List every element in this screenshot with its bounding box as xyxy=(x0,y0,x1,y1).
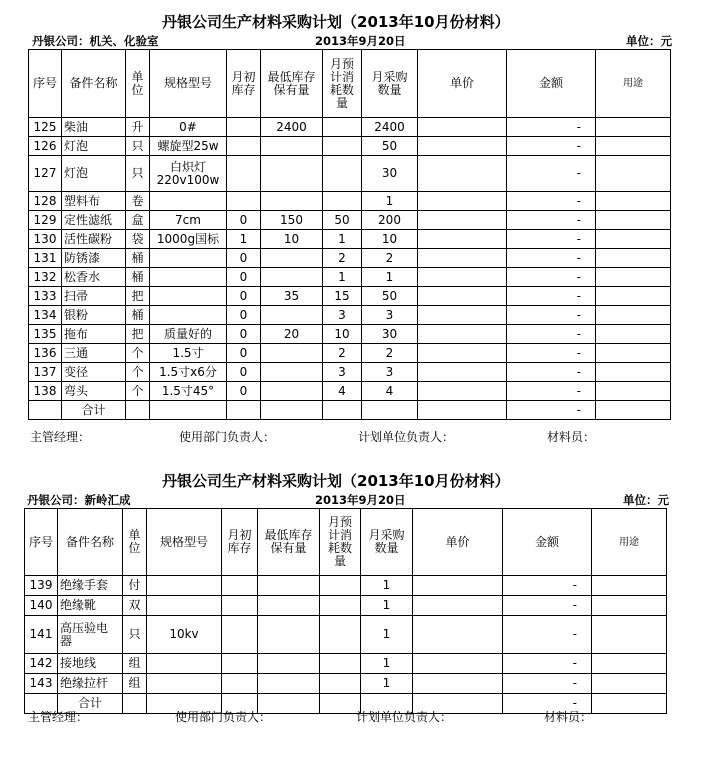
total-empty-cell xyxy=(596,401,671,420)
cell-name[interactable]: 防锈漆 xyxy=(62,249,126,268)
header-spec: 规格型号 xyxy=(147,509,222,576)
cell-purchase-qty[interactable]: 1 xyxy=(362,268,418,287)
cell-opening-stock[interactable]: 0 xyxy=(227,211,261,230)
cell-opening-stock[interactable] xyxy=(227,156,261,192)
cell-amount[interactable]: - xyxy=(503,596,592,616)
cell-min-stock[interactable] xyxy=(258,596,320,616)
cell-opening-stock[interactable]: 0 xyxy=(227,325,261,344)
total-empty-cell xyxy=(261,401,323,420)
cell-unit[interactable]: 袋 xyxy=(126,230,150,249)
cell-seq[interactable]: 128 xyxy=(29,192,62,211)
cell-unit-price[interactable] xyxy=(418,363,507,382)
cell-monthly-consumption[interactable]: 2 xyxy=(323,249,362,268)
header-purchase-qty: 月采购 数量 xyxy=(361,509,413,576)
cell-purpose[interactable] xyxy=(596,211,671,230)
cell-spec[interactable]: 10kv xyxy=(147,616,222,654)
sheet1-footer-material-clerk: 材料员： xyxy=(547,430,596,444)
cell-purchase-qty[interactable]: 3 xyxy=(362,306,418,325)
cell-purpose[interactable] xyxy=(596,382,671,401)
cell-min-stock[interactable]: 35 xyxy=(261,287,323,306)
total-empty-cell xyxy=(418,401,507,420)
cell-opening-stock[interactable]: 0 xyxy=(227,363,261,382)
cell-spec[interactable]: 质量好的 xyxy=(150,325,227,344)
cell-min-stock[interactable]: 20 xyxy=(261,325,323,344)
cell-unit[interactable]: 升 xyxy=(126,118,150,137)
total-empty-cell xyxy=(227,401,261,420)
cell-monthly-consumption[interactable] xyxy=(320,576,361,596)
cell-min-stock[interactable]: 2400 xyxy=(261,118,323,137)
cell-unit-price[interactable] xyxy=(418,211,507,230)
header-purpose: 用途 xyxy=(592,509,667,576)
cell-seq[interactable]: 134 xyxy=(29,306,62,325)
cell-monthly-consumption[interactable]: 3 xyxy=(323,306,362,325)
header-unit-price: 单价 xyxy=(418,50,507,118)
header-monthly-consumption: 月预 计消 耗数 量 xyxy=(320,509,361,576)
cell-purpose[interactable] xyxy=(592,654,667,674)
cell-min-stock[interactable] xyxy=(261,344,323,363)
cell-seq[interactable]: 132 xyxy=(29,268,62,287)
cell-purchase-qty[interactable]: 10 xyxy=(362,230,418,249)
cell-spec[interactable] xyxy=(147,596,222,616)
cell-seq[interactable]: 126 xyxy=(29,137,62,156)
table-row xyxy=(29,363,671,382)
cell-purpose[interactable] xyxy=(592,596,667,616)
header-unit: 单 位 xyxy=(123,509,147,576)
cell-spec[interactable]: 1000g国标 xyxy=(150,230,227,249)
cell-monthly-consumption[interactable]: 2 xyxy=(323,344,362,363)
table-row xyxy=(29,230,671,249)
cell-purpose[interactable] xyxy=(596,363,671,382)
cell-spec[interactable]: 1.5寸x6分 xyxy=(150,363,227,382)
cell-purchase-qty[interactable]: 2 xyxy=(362,344,418,363)
cell-min-stock[interactable] xyxy=(258,654,320,674)
cell-amount[interactable]: - xyxy=(507,192,596,211)
cell-amount[interactable]: - xyxy=(507,230,596,249)
sheet2-unit: 单位：元 xyxy=(623,493,669,507)
sheet1-footer-manager: 主管经理： xyxy=(30,430,91,444)
cell-min-stock[interactable] xyxy=(261,192,323,211)
cell-purpose[interactable] xyxy=(596,156,671,192)
cell-spec[interactable] xyxy=(150,306,227,325)
total-empty-cell xyxy=(126,401,150,420)
sheet2-date: 2013年9月20日 xyxy=(315,493,406,507)
cell-spec[interactable] xyxy=(150,249,227,268)
cell-purchase-qty[interactable]: 200 xyxy=(362,211,418,230)
cell-purchase-qty[interactable]: 4 xyxy=(362,382,418,401)
cell-purchase-qty[interactable]: 30 xyxy=(362,325,418,344)
cell-unit-price[interactable] xyxy=(413,596,503,616)
cell-purpose[interactable] xyxy=(592,674,667,694)
cell-unit-price[interactable] xyxy=(418,287,507,306)
cell-unit[interactable]: 桶 xyxy=(126,306,150,325)
cell-opening-stock[interactable]: 0 xyxy=(227,306,261,325)
cell-seq[interactable]: 139 xyxy=(25,576,58,596)
cell-name[interactable]: 三通 xyxy=(62,344,126,363)
cell-monthly-consumption[interactable]: 3 xyxy=(323,363,362,382)
cell-seq[interactable]: 136 xyxy=(29,344,62,363)
cell-name[interactable]: 高压验电 器 xyxy=(58,616,123,654)
cell-opening-stock[interactable]: 0 xyxy=(227,287,261,306)
cell-monthly-consumption[interactable] xyxy=(323,192,362,211)
sheet2-footer-material-clerk: 材料员： xyxy=(544,710,593,724)
cell-seq[interactable]: 137 xyxy=(29,363,62,382)
sheet2-footer-manager: 主管经理： xyxy=(28,710,89,724)
header-row xyxy=(29,50,671,118)
sheet1-unit: 单位：元 xyxy=(626,34,672,48)
cell-purchase-qty[interactable]: 2 xyxy=(362,249,418,268)
cell-unit[interactable]: 只 xyxy=(123,616,147,654)
table-row xyxy=(29,344,671,363)
table-row xyxy=(29,156,671,192)
cell-seq[interactable]: 135 xyxy=(29,325,62,344)
cell-monthly-consumption[interactable]: 1 xyxy=(323,268,362,287)
cell-name[interactable]: 银粉 xyxy=(62,306,126,325)
cell-min-stock[interactable] xyxy=(258,616,320,654)
header-seq: 序号 xyxy=(25,509,58,576)
cell-amount[interactable]: - xyxy=(503,616,592,654)
total-empty-cell xyxy=(320,694,361,714)
cell-min-stock[interactable] xyxy=(261,156,323,192)
table-row xyxy=(29,211,671,230)
cell-name[interactable]: 拖布 xyxy=(62,325,126,344)
sheet1-table xyxy=(28,49,671,420)
cell-unit[interactable]: 个 xyxy=(126,363,150,382)
cell-amount[interactable]: - xyxy=(507,344,596,363)
cell-unit[interactable]: 付 xyxy=(123,576,147,596)
cell-monthly-consumption[interactable] xyxy=(323,137,362,156)
cell-seq[interactable]: 129 xyxy=(29,211,62,230)
total-empty-cell xyxy=(362,401,418,420)
header-amount: 金额 xyxy=(507,50,596,118)
cell-purchase-qty[interactable]: 50 xyxy=(362,137,418,156)
cell-monthly-consumption[interactable] xyxy=(320,654,361,674)
cell-name[interactable]: 绝缘拉杆 xyxy=(58,674,123,694)
table-row xyxy=(25,576,667,596)
sheet2-footer-dept-head: 使用部门负责人： xyxy=(175,710,272,724)
cell-monthly-consumption[interactable] xyxy=(320,674,361,694)
cell-amount[interactable]: - xyxy=(507,118,596,137)
sheet2-footer-plan-head: 计划单位负责人： xyxy=(356,710,453,724)
cell-name[interactable]: 绝缘手套 xyxy=(58,576,123,596)
total-empty-cell xyxy=(150,401,227,420)
cell-seq[interactable]: 138 xyxy=(29,382,62,401)
total-amount: - xyxy=(503,694,592,714)
sheet1-footer-plan-head: 计划单位负责人： xyxy=(358,430,455,444)
cell-unit[interactable]: 把 xyxy=(126,287,150,306)
cell-spec[interactable]: 1.5寸45° xyxy=(150,382,227,401)
total-row xyxy=(29,401,671,420)
cell-name[interactable]: 定性滤纸 xyxy=(62,211,126,230)
cell-monthly-consumption[interactable] xyxy=(320,616,361,654)
cell-opening-stock[interactable] xyxy=(222,654,258,674)
cell-unit[interactable]: 只 xyxy=(126,156,150,192)
cell-purpose[interactable] xyxy=(596,268,671,287)
header-amount: 金额 xyxy=(503,509,592,576)
cell-unit-price[interactable] xyxy=(413,674,503,694)
table-row xyxy=(25,674,667,694)
cell-monthly-consumption[interactable] xyxy=(320,596,361,616)
header-name: 备件名称 xyxy=(58,509,123,576)
cell-unit-price[interactable] xyxy=(418,156,507,192)
header-opening-stock: 月初 库存 xyxy=(227,50,261,118)
header-spec: 规格型号 xyxy=(150,50,227,118)
cell-monthly-consumption[interactable] xyxy=(323,118,362,137)
sheet2-title: 丹银公司生产材料采购计划（2013年10月份材料） xyxy=(162,472,510,490)
table-row xyxy=(29,306,671,325)
cell-opening-stock[interactable] xyxy=(222,674,258,694)
cell-unit-price[interactable] xyxy=(418,137,507,156)
table-row xyxy=(29,287,671,306)
cell-purchase-qty[interactable]: 2400 xyxy=(362,118,418,137)
cell-purpose[interactable] xyxy=(596,325,671,344)
header-monthly-consumption: 月预 计消 耗数 量 xyxy=(323,50,362,118)
cell-amount[interactable]: - xyxy=(507,211,596,230)
header-purchase-qty: 月采购 数量 xyxy=(362,50,418,118)
cell-min-stock[interactable] xyxy=(261,268,323,287)
cell-purpose[interactable] xyxy=(596,118,671,137)
cell-opening-stock[interactable]: 0 xyxy=(227,268,261,287)
cell-purchase-qty[interactable]: 1 xyxy=(361,654,413,674)
cell-opening-stock[interactable] xyxy=(222,576,258,596)
cell-monthly-consumption[interactable]: 15 xyxy=(323,287,362,306)
sheet1-company: 丹银公司：机关、化验室 xyxy=(32,34,159,48)
cell-amount[interactable]: - xyxy=(503,674,592,694)
cell-min-stock[interactable] xyxy=(258,576,320,596)
cell-name[interactable]: 灯泡 xyxy=(62,156,126,192)
cell-unit[interactable]: 组 xyxy=(123,674,147,694)
cell-unit[interactable]: 卷 xyxy=(126,192,150,211)
cell-unit[interactable]: 个 xyxy=(126,344,150,363)
sheet1-title: 丹银公司生产材料采购计划（2013年10月份材料） xyxy=(162,13,510,31)
cell-opening-stock[interactable]: 0 xyxy=(227,249,261,268)
table-row xyxy=(29,249,671,268)
header-purpose: 用途 xyxy=(596,50,671,118)
cell-unit[interactable]: 组 xyxy=(123,654,147,674)
cell-min-stock[interactable] xyxy=(258,674,320,694)
cell-name[interactable]: 绝缘靴 xyxy=(58,596,123,616)
cell-min-stock[interactable] xyxy=(261,249,323,268)
total-amount: - xyxy=(507,401,596,420)
cell-unit[interactable]: 桶 xyxy=(126,249,150,268)
cell-amount[interactable]: - xyxy=(503,654,592,674)
cell-purpose[interactable] xyxy=(596,306,671,325)
header-unit: 单 位 xyxy=(126,50,150,118)
cell-unit-price[interactable] xyxy=(418,325,507,344)
cell-amount[interactable]: - xyxy=(507,325,596,344)
sheet2-company: 丹银公司：新岭汇成 xyxy=(27,493,131,507)
total-label: 合计 xyxy=(62,401,126,420)
cell-unit[interactable]: 只 xyxy=(126,137,150,156)
cell-amount[interactable]: - xyxy=(507,382,596,401)
cell-purchase-qty[interactable]: 50 xyxy=(362,287,418,306)
cell-spec[interactable] xyxy=(150,268,227,287)
table-row xyxy=(25,616,667,654)
cell-spec[interactable] xyxy=(150,287,227,306)
total-label: 合计 xyxy=(58,694,123,714)
cell-unit[interactable]: 盒 xyxy=(126,211,150,230)
cell-purchase-qty[interactable]: 1 xyxy=(361,616,413,654)
cell-purpose[interactable] xyxy=(592,616,667,654)
cell-opening-stock[interactable]: 0 xyxy=(227,344,261,363)
cell-unit-price[interactable] xyxy=(418,268,507,287)
cell-spec[interactable] xyxy=(150,192,227,211)
cell-seq[interactable]: 141 xyxy=(25,616,58,654)
cell-spec[interactable]: 1.5寸 xyxy=(150,344,227,363)
cell-min-stock[interactable]: 10 xyxy=(261,230,323,249)
cell-spec[interactable] xyxy=(147,674,222,694)
cell-name[interactable]: 灯泡 xyxy=(62,137,126,156)
table-row xyxy=(29,382,671,401)
cell-name[interactable]: 活性碳粉 xyxy=(62,230,126,249)
total-empty-cell xyxy=(592,694,667,714)
cell-amount[interactable]: - xyxy=(503,576,592,596)
cell-unit-price[interactable] xyxy=(413,576,503,596)
cell-opening-stock[interactable]: 0 xyxy=(227,382,261,401)
table-row xyxy=(25,596,667,616)
sheet1-footer-dept-head: 使用部门负责人： xyxy=(179,430,276,444)
cell-seq[interactable]: 142 xyxy=(25,654,58,674)
cell-spec[interactable]: 白炽灯 220v100w xyxy=(150,156,227,192)
cell-spec[interactable]: 7cm xyxy=(150,211,227,230)
header-unit-price: 单价 xyxy=(413,509,503,576)
header-seq: 序号 xyxy=(29,50,62,118)
cell-purchase-qty[interactable]: 1 xyxy=(361,596,413,616)
cell-monthly-consumption[interactable]: 4 xyxy=(323,382,362,401)
cell-name[interactable]: 柴油 xyxy=(62,118,126,137)
table-row xyxy=(29,268,671,287)
cell-purpose[interactable] xyxy=(596,192,671,211)
cell-purpose[interactable] xyxy=(596,344,671,363)
cell-purpose[interactable] xyxy=(592,576,667,596)
table-row xyxy=(29,137,671,156)
cell-name[interactable]: 塑料布 xyxy=(62,192,126,211)
cell-name[interactable]: 变径 xyxy=(62,363,126,382)
cell-monthly-consumption[interactable]: 10 xyxy=(323,325,362,344)
cell-seq[interactable]: 131 xyxy=(29,249,62,268)
cell-seq[interactable]: 130 xyxy=(29,230,62,249)
cell-min-stock[interactable] xyxy=(261,137,323,156)
cell-name[interactable]: 接地线 xyxy=(58,654,123,674)
cell-spec[interactable]: 0# xyxy=(150,118,227,137)
table-row xyxy=(29,118,671,137)
header-min-stock: 最低库存 保有量 xyxy=(258,509,320,576)
cell-min-stock[interactable]: 150 xyxy=(261,211,323,230)
cell-unit-price[interactable] xyxy=(418,382,507,401)
cell-monthly-consumption[interactable] xyxy=(323,156,362,192)
cell-purchase-qty[interactable]: 30 xyxy=(362,156,418,192)
cell-purchase-qty[interactable]: 1 xyxy=(361,576,413,596)
cell-amount[interactable]: - xyxy=(507,306,596,325)
total-empty-cell xyxy=(29,401,62,420)
cell-name[interactable]: 扫帚 xyxy=(62,287,126,306)
cell-opening-stock[interactable]: 1 xyxy=(227,230,261,249)
cell-amount[interactable]: - xyxy=(507,249,596,268)
header-opening-stock: 月初 库存 xyxy=(222,509,258,576)
cell-purpose[interactable] xyxy=(596,137,671,156)
cell-purpose[interactable] xyxy=(596,287,671,306)
cell-monthly-consumption[interactable]: 50 xyxy=(323,211,362,230)
cell-unit-price[interactable] xyxy=(418,306,507,325)
header-min-stock: 最低库存 保有量 xyxy=(261,50,323,118)
cell-purchase-qty[interactable]: 1 xyxy=(362,192,418,211)
cell-amount[interactable]: - xyxy=(507,137,596,156)
cell-unit-price[interactable] xyxy=(418,192,507,211)
header-row xyxy=(25,509,667,576)
sheet1-date: 2013年9月20日 xyxy=(315,34,406,48)
cell-min-stock[interactable] xyxy=(261,363,323,382)
cell-opening-stock[interactable] xyxy=(227,192,261,211)
cell-name[interactable]: 松香水 xyxy=(62,268,126,287)
cell-min-stock[interactable] xyxy=(261,382,323,401)
cell-unit-price[interactable] xyxy=(413,654,503,674)
cell-opening-stock[interactable] xyxy=(227,137,261,156)
cell-min-stock[interactable] xyxy=(261,306,323,325)
cell-amount[interactable]: - xyxy=(507,268,596,287)
cell-purchase-qty[interactable]: 3 xyxy=(362,363,418,382)
cell-seq[interactable]: 143 xyxy=(25,674,58,694)
cell-seq[interactable]: 140 xyxy=(25,596,58,616)
header-name: 备件名称 xyxy=(62,50,126,118)
cell-seq[interactable]: 125 xyxy=(29,118,62,137)
cell-amount[interactable]: - xyxy=(507,287,596,306)
cell-seq[interactable]: 133 xyxy=(29,287,62,306)
cell-purchase-qty[interactable]: 1 xyxy=(361,674,413,694)
cell-unit[interactable]: 双 xyxy=(123,596,147,616)
cell-unit-price[interactable] xyxy=(418,344,507,363)
cell-spec[interactable]: 螺旋型25w xyxy=(150,137,227,156)
sheet2-table xyxy=(24,508,667,714)
table-row xyxy=(29,325,671,344)
table-row xyxy=(29,192,671,211)
cell-name[interactable]: 弯头 xyxy=(62,382,126,401)
cell-seq[interactable]: 127 xyxy=(29,156,62,192)
cell-unit[interactable]: 个 xyxy=(126,382,150,401)
cell-unit-price[interactable] xyxy=(413,616,503,654)
cell-amount[interactable]: - xyxy=(507,156,596,192)
cell-purpose[interactable] xyxy=(596,249,671,268)
total-empty-cell xyxy=(323,401,362,420)
table-row xyxy=(25,654,667,674)
cell-purpose[interactable] xyxy=(596,230,671,249)
cell-unit-price[interactable] xyxy=(418,249,507,268)
cell-unit-price[interactable] xyxy=(418,230,507,249)
cell-unit[interactable]: 桶 xyxy=(126,268,150,287)
cell-monthly-consumption[interactable]: 1 xyxy=(323,230,362,249)
cell-spec[interactable] xyxy=(147,576,222,596)
total-empty-cell xyxy=(123,694,147,714)
cell-unit[interactable]: 把 xyxy=(126,325,150,344)
cell-amount[interactable]: - xyxy=(507,363,596,382)
cell-opening-stock[interactable] xyxy=(227,118,261,137)
cell-unit-price[interactable] xyxy=(418,118,507,137)
cell-opening-stock[interactable] xyxy=(222,596,258,616)
cell-opening-stock[interactable] xyxy=(222,616,258,654)
cell-spec[interactable] xyxy=(147,654,222,674)
